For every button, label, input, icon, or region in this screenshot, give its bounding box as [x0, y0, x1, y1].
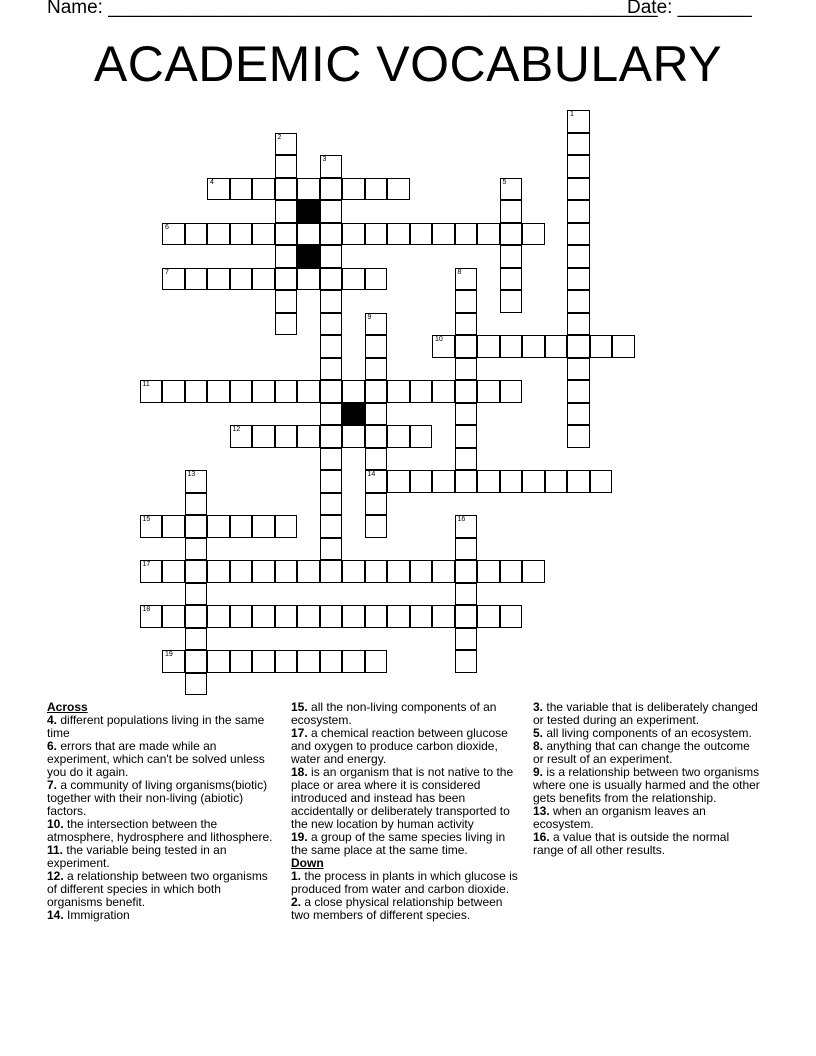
- grid-cell[interactable]: [477, 380, 500, 403]
- grid-cell[interactable]: [365, 403, 388, 426]
- clue-number: 7: [165, 268, 169, 276]
- grid-cell[interactable]: [365, 470, 388, 493]
- grid-cell[interactable]: [365, 425, 388, 448]
- across-heading: Across: [47, 700, 88, 714]
- grid-cell[interactable]: [252, 560, 275, 583]
- grid-cell[interactable]: [455, 223, 478, 246]
- grid-cell[interactable]: [567, 290, 590, 313]
- grid-cell[interactable]: [432, 470, 455, 493]
- grid-cell[interactable]: [230, 223, 253, 246]
- grid-cell[interactable]: [500, 200, 523, 223]
- grid-cell[interactable]: [432, 335, 455, 358]
- grid-cell[interactable]: [500, 268, 523, 291]
- grid-cell[interactable]: [365, 650, 388, 673]
- grid-cell[interactable]: [252, 425, 275, 448]
- grid-cell[interactable]: [320, 358, 343, 381]
- clue-number: 9: [367, 313, 372, 321]
- grid-cell[interactable]: [297, 425, 320, 448]
- clue-across-18: 18. is an organism that is not native to the place or area where it is considered introduced and instead has been accidentally or deliberately transported to the new location by human activity: [291, 765, 514, 831]
- grid-cell[interactable]: [545, 335, 568, 358]
- clue-number: 5: [502, 178, 507, 186]
- clue-down-13: 13. when an organism leaves an ecosystem.: [533, 804, 706, 831]
- grid-cell[interactable]: [320, 178, 343, 201]
- grid-cell[interactable]: [567, 268, 590, 291]
- grid-cell[interactable]: [365, 515, 388, 538]
- grid-cell[interactable]: [275, 560, 298, 583]
- grid-cell[interactable]: [477, 605, 500, 628]
- grid-cell[interactable]: [320, 403, 343, 426]
- grid-cell[interactable]: [252, 605, 275, 628]
- grid-cell[interactable]: [207, 380, 230, 403]
- clue-across-4: 4. different populations living in the same time: [47, 713, 265, 740]
- grid-cell[interactable]: [567, 313, 590, 336]
- grid-cell[interactable]: [320, 290, 343, 313]
- clue-across-11: 11. the variable being tested in an experiment.: [47, 843, 227, 870]
- blocked-cell: [342, 403, 365, 426]
- grid-cell[interactable]: [500, 290, 523, 313]
- grid-cell[interactable]: [297, 178, 320, 201]
- grid-cell[interactable]: [410, 425, 433, 448]
- clue-number: 13: [187, 471, 196, 478]
- grid-cell[interactable]: [230, 515, 253, 538]
- grid-cell[interactable]: [275, 245, 298, 268]
- grid-cell[interactable]: [567, 403, 590, 426]
- grid-cell[interactable]: [320, 313, 343, 336]
- grid-cell[interactable]: [500, 470, 523, 493]
- grid-cell[interactable]: [320, 425, 343, 448]
- grid-cell[interactable]: [365, 268, 388, 291]
- grid-cell[interactable]: [567, 155, 590, 178]
- grid-cell[interactable]: [162, 515, 185, 538]
- grid-cell[interactable]: [342, 178, 365, 201]
- grid-cell[interactable]: [320, 245, 343, 268]
- grid-cell[interactable]: [545, 470, 568, 493]
- grid-cell[interactable]: [342, 425, 365, 448]
- grid-cell[interactable]: [275, 313, 298, 336]
- grid-cell[interactable]: [522, 560, 545, 583]
- grid-cell[interactable]: [185, 470, 208, 493]
- grid-cell[interactable]: [455, 628, 478, 651]
- page-title: ACADEMIC VOCABULARY: [93, 36, 723, 92]
- grid-cell[interactable]: [207, 515, 230, 538]
- grid-cell[interactable]: [275, 380, 298, 403]
- grid-cell[interactable]: [365, 223, 388, 246]
- grid-cell[interactable]: [455, 268, 478, 291]
- grid-cell[interactable]: [207, 605, 230, 628]
- clue-down-5: 5. all living components of an ecosystem.: [533, 726, 752, 740]
- grid-cell[interactable]: [567, 358, 590, 381]
- grid-cell[interactable]: [455, 425, 478, 448]
- grid-cell[interactable]: [365, 313, 388, 336]
- grid-cell[interactable]: [455, 448, 478, 471]
- grid-cell[interactable]: [387, 560, 410, 583]
- clue-number: 14: [367, 471, 376, 478]
- grid-cell[interactable]: [275, 268, 298, 291]
- grid-cell[interactable]: [455, 290, 478, 313]
- clue-across-14: 14. Immigration: [47, 908, 130, 922]
- grid-cell[interactable]: [230, 560, 253, 583]
- grid-cell[interactable]: [500, 245, 523, 268]
- grid-cell[interactable]: [387, 178, 410, 201]
- grid-cell[interactable]: [365, 448, 388, 471]
- grid-cell[interactable]: [252, 380, 275, 403]
- grid-cell[interactable]: [297, 223, 320, 246]
- grid-cell[interactable]: [320, 155, 343, 178]
- clue-across-7: 7. a community of living organisms(biotic) together with their non-living (abiotic) factors.: [47, 778, 268, 818]
- grid-cell[interactable]: [230, 425, 253, 448]
- clue-number: 1: [570, 111, 574, 118]
- grid-cell[interactable]: [320, 335, 343, 358]
- grid-cell[interactable]: [455, 335, 478, 358]
- grid-cell[interactable]: [320, 448, 343, 471]
- grid-cell[interactable]: [477, 560, 500, 583]
- grid-cell[interactable]: [185, 380, 208, 403]
- clue-across-12: 12. a relationship between two organisms of different species in which both organisms benefit.: [47, 869, 268, 909]
- grid-cell[interactable]: [275, 515, 298, 538]
- grid-cell[interactable]: [185, 673, 208, 696]
- grid-cell[interactable]: [522, 470, 545, 493]
- grid-cell[interactable]: [567, 470, 590, 493]
- grid-cell[interactable]: [320, 223, 343, 246]
- grid-cell[interactable]: [230, 605, 253, 628]
- grid-cell[interactable]: [162, 223, 185, 246]
- grid-cell[interactable]: [140, 515, 163, 538]
- grid-cell[interactable]: [275, 178, 298, 201]
- grid-cell[interactable]: [275, 200, 298, 223]
- grid-cell[interactable]: [320, 605, 343, 628]
- grid-cell[interactable]: [230, 178, 253, 201]
- grid-cell[interactable]: [207, 178, 230, 201]
- clue-number: 18: [142, 606, 151, 613]
- clue-number: 8: [457, 268, 462, 276]
- grid-cell[interactable]: [320, 515, 343, 538]
- clues-column-2: [291, 701, 519, 922]
- grid-cell[interactable]: [567, 110, 590, 133]
- grid-cell[interactable]: [365, 605, 388, 628]
- grid-cell[interactable]: [185, 268, 208, 291]
- grid-cell[interactable]: [410, 605, 433, 628]
- grid-cell[interactable]: [185, 583, 208, 606]
- grid-cell[interactable]: [140, 560, 163, 583]
- grid-cell[interactable]: [612, 335, 635, 358]
- grid-cell[interactable]: [275, 425, 298, 448]
- grid-cell[interactable]: [567, 133, 590, 156]
- grid-cell[interactable]: [455, 560, 478, 583]
- grid-cell[interactable]: [455, 470, 478, 493]
- grid-cell[interactable]: [185, 538, 208, 561]
- blocked-cell: [297, 200, 320, 223]
- grid-cell[interactable]: [410, 223, 433, 246]
- grid-cell[interactable]: [252, 650, 275, 673]
- grid-cell[interactable]: [297, 650, 320, 673]
- grid-cell[interactable]: [387, 605, 410, 628]
- grid-cell[interactable]: [432, 380, 455, 403]
- grid-cell[interactable]: [567, 335, 590, 358]
- grid-cell[interactable]: [342, 605, 365, 628]
- grid-cell[interactable]: [320, 538, 343, 561]
- down-heading: Down: [291, 856, 324, 870]
- grid-cell[interactable]: [432, 560, 455, 583]
- clue-down-2: 2. a close physical relationship between two members of different species.: [291, 895, 503, 922]
- grid-cell[interactable]: [477, 335, 500, 358]
- grid-cell[interactable]: [162, 650, 185, 673]
- grid-cell[interactable]: [365, 380, 388, 403]
- clue-number: 2: [277, 133, 282, 141]
- blocked-cell: [297, 245, 320, 268]
- grid-cell[interactable]: [455, 538, 478, 561]
- grid-cell[interactable]: [522, 223, 545, 246]
- grid-cell[interactable]: [432, 223, 455, 246]
- grid-cell[interactable]: [477, 470, 500, 493]
- grid-cell[interactable]: [320, 560, 343, 583]
- grid-cell[interactable]: [342, 380, 365, 403]
- grid-cell[interactable]: [275, 290, 298, 313]
- grid-cell[interactable]: [387, 470, 410, 493]
- clue-number: 11: [142, 381, 150, 388]
- grid-cell[interactable]: [567, 380, 590, 403]
- grid-cell[interactable]: [297, 605, 320, 628]
- grid-cell[interactable]: [365, 358, 388, 381]
- clue-across-19: 19. a group of the same species living in the same place at the same time.: [291, 830, 506, 857]
- grid-cell[interactable]: [500, 380, 523, 403]
- grid-cell[interactable]: [365, 178, 388, 201]
- grid-cell[interactable]: [297, 560, 320, 583]
- clue-across-17: 17. a chemical reaction between glucose and oxygen to produce carbon dioxide, water and energy.: [291, 726, 508, 766]
- grid-cell[interactable]: [432, 605, 455, 628]
- clue-number: 10: [435, 336, 443, 343]
- grid-cell[interactable]: [230, 268, 253, 291]
- clue-across-15: 15. all the non-living components of an ecosystem.: [291, 700, 497, 727]
- grid-cell[interactable]: [455, 515, 478, 538]
- grid-cell[interactable]: [500, 605, 523, 628]
- grid-cell[interactable]: [320, 200, 343, 223]
- grid-cell[interactable]: [252, 268, 275, 291]
- grid-cell[interactable]: [320, 650, 343, 673]
- grid-cell[interactable]: [162, 560, 185, 583]
- grid-cell[interactable]: [410, 560, 433, 583]
- grid-cell[interactable]: [275, 650, 298, 673]
- grid-cell[interactable]: [185, 628, 208, 651]
- grid-cell[interactable]: [387, 380, 410, 403]
- grid-cell[interactable]: [252, 223, 275, 246]
- grid-cell[interactable]: [207, 268, 230, 291]
- grid-cell[interactable]: [455, 403, 478, 426]
- clue-number: 6: [165, 223, 169, 231]
- grid-cell[interactable]: [590, 335, 613, 358]
- clue-number: 15: [142, 516, 151, 523]
- grid-cell[interactable]: [140, 380, 163, 403]
- grid-cell[interactable]: [590, 470, 613, 493]
- clue-down-9: 9. is a relationship between two organisms where one is usually harmed and the other gets benefits from the relationship.: [533, 765, 760, 805]
- grid-cell[interactable]: [207, 560, 230, 583]
- grid-cell[interactable]: [455, 358, 478, 381]
- grid-cell[interactable]: [342, 268, 365, 291]
- clue-down-1: 1. the process in plants in which glucose is produced from water and carbon dioxide.: [291, 869, 518, 896]
- grid-cell[interactable]: [455, 380, 478, 403]
- date-field-label: Date: _______: [627, 0, 752, 18]
- grid-cell[interactable]: [567, 245, 590, 268]
- grid-cell[interactable]: [500, 335, 523, 358]
- grid-cell[interactable]: [140, 605, 163, 628]
- clue-number: 17: [142, 561, 151, 568]
- grid-cell[interactable]: [500, 560, 523, 583]
- grid-cell[interactable]: [500, 223, 523, 246]
- clues-column-3: [533, 701, 763, 857]
- name-field-label: Name: ____________________________________________________: [47, 0, 658, 18]
- grid-cell[interactable]: [252, 515, 275, 538]
- clue-number: 4: [210, 178, 214, 186]
- grid-cell[interactable]: [162, 380, 185, 403]
- clue-number: 3: [322, 156, 327, 163]
- grid-cell[interactable]: [320, 493, 343, 516]
- grid-cell[interactable]: [185, 493, 208, 516]
- clue-down-16: 16. a value that is outside the normal range of all other results.: [533, 830, 730, 857]
- grid-cell[interactable]: [342, 650, 365, 673]
- grid-cell[interactable]: [185, 515, 208, 538]
- grid-cell[interactable]: [522, 335, 545, 358]
- grid-cell[interactable]: [207, 650, 230, 673]
- grid-cell[interactable]: [252, 178, 275, 201]
- grid-cell[interactable]: [230, 650, 253, 673]
- grid-cell[interactable]: [455, 583, 478, 606]
- grid-cell[interactable]: [275, 223, 298, 246]
- grid-cell[interactable]: [365, 493, 388, 516]
- grid-cell[interactable]: [297, 268, 320, 291]
- grid-cell[interactable]: [455, 605, 478, 628]
- grid-cell[interactable]: [567, 200, 590, 223]
- clues-column-1: [47, 701, 275, 922]
- clue-number: 16: [457, 516, 466, 523]
- clue-down-3: 3. the variable that is deliberately changed or tested during an experiment.: [533, 700, 758, 727]
- grid-cell[interactable]: [185, 605, 208, 628]
- grid-cell[interactable]: [567, 425, 590, 448]
- grid-cell[interactable]: [297, 380, 320, 403]
- grid-cell[interactable]: [342, 560, 365, 583]
- clue-number: 12: [232, 426, 241, 433]
- grid-cell[interactable]: [500, 178, 523, 201]
- grid-cell[interactable]: [162, 268, 185, 291]
- grid-cell[interactable]: [567, 178, 590, 201]
- grid-cell[interactable]: [410, 380, 433, 403]
- grid-cell[interactable]: [275, 133, 298, 156]
- grid-cell[interactable]: [387, 425, 410, 448]
- grid-cell[interactable]: [185, 223, 208, 246]
- grid-cell[interactable]: [275, 605, 298, 628]
- grid-cell[interactable]: [320, 268, 343, 291]
- grid-cell[interactable]: [455, 650, 478, 673]
- grid-cell[interactable]: [387, 223, 410, 246]
- clue-across-10: 10. the intersection between the atmosphere, hydrosphere and lithosphere.: [47, 817, 273, 844]
- grid-cell[interactable]: [320, 380, 343, 403]
- grid-cell[interactable]: [162, 605, 185, 628]
- grid-cell[interactable]: [185, 560, 208, 583]
- grid-cell[interactable]: [207, 223, 230, 246]
- grid-cell[interactable]: [185, 650, 208, 673]
- grid-cell[interactable]: [455, 313, 478, 336]
- grid-cell[interactable]: [365, 335, 388, 358]
- clue-number: 19: [165, 651, 173, 658]
- grid-cell[interactable]: [410, 470, 433, 493]
- grid-cell[interactable]: [320, 470, 343, 493]
- grid-cell[interactable]: [342, 223, 365, 246]
- grid-cell[interactable]: [365, 560, 388, 583]
- grid-cell[interactable]: [275, 155, 298, 178]
- grid-cell[interactable]: [477, 223, 500, 246]
- clue-down-8: 8. anything that can change the outcome or result of an experiment.: [533, 739, 750, 766]
- grid-cell[interactable]: [230, 380, 253, 403]
- clue-across-6: 6. errors that are made while an experiment, which can't be solved unless you do it again.: [47, 739, 265, 779]
- grid-cell[interactable]: [567, 223, 590, 246]
